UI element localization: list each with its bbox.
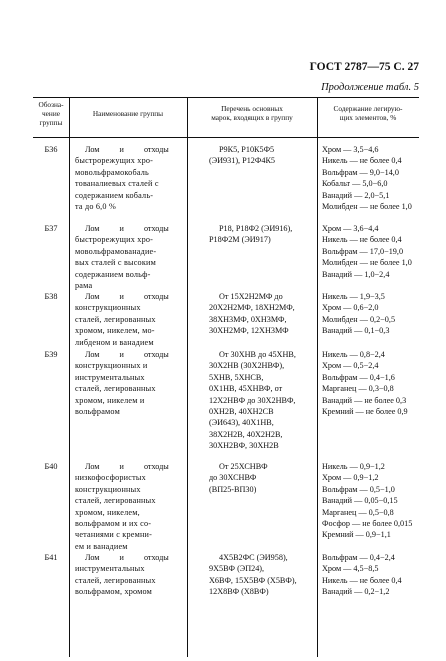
alloy-content-line: Молибден — не более 1,0 [322, 201, 412, 211]
alloy-content-line: Ванадий — 1,0−2,4 [322, 269, 390, 279]
group-name-line: быстрорежущих хро- [75, 156, 154, 166]
col-header-name-text: Наименование группы [92, 109, 164, 118]
group-name-line: Лом и отходы [85, 292, 169, 301]
grade-list-line: 30ХН2ВФ, 30ХН2В [209, 441, 279, 451]
group-code: Б36 [44, 145, 58, 154]
grade-list [209, 461, 311, 495]
table-continuation-label: Продолжение табл. 5 [321, 82, 419, 93]
alloy-content-line: Кобальт — 5,0−6,0 [322, 179, 388, 189]
group-name-line: конструкционных [75, 484, 141, 494]
alloy-content-line: Вольфрам — 0,4−1,6 [322, 372, 395, 382]
grade-list-line: 0ХН2В, 40ХН2СВ [209, 406, 274, 416]
group-name [75, 552, 181, 598]
group-name-line: Лом и отходы [85, 145, 169, 154]
group-name-line: рама [75, 280, 93, 290]
alloy-content-line: Ванадий — 0,05−0,15 [322, 496, 398, 506]
alloy-content-line: Никель — 0,9−1,2 [322, 462, 385, 471]
alloy-content-line: Хром — 0,5−2,4 [322, 361, 379, 371]
group-name-line: конструкционных и [75, 361, 148, 371]
grade-list [209, 291, 311, 337]
alloy-content-line: Марганец — 0,3−0,8 [322, 384, 394, 394]
alloy-content-line: Хром — 0,9−1,2 [322, 473, 379, 483]
grade-list [209, 552, 311, 598]
col-header-grades [187, 104, 317, 122]
alloy-content-line: Молибден — 0,2−0,5 [322, 314, 396, 324]
grade-list-line: От 15Х2Н2МФ до [219, 292, 283, 301]
alloy-content-line: Вольфрам — 0,4−2,4 [322, 553, 395, 562]
alloy-content-line: Ванадий — 0,2−1,2 [322, 587, 390, 597]
alloy-content-line: Молибден — не более 1,0 [322, 258, 412, 268]
grade-list [209, 144, 311, 167]
group-name-line: вольфрамом, хромом [75, 587, 153, 597]
group-name-line: низкофосфористых [75, 473, 146, 483]
group-name-line: четаниями с кремни- [75, 530, 153, 540]
col-header-code [33, 100, 69, 127]
group-name-line: мовольфрамокобаль [75, 167, 149, 177]
group-name-line: содержанием вольф- [75, 269, 151, 279]
col-rule-body-1 [69, 137, 70, 657]
group-code: Б41 [44, 553, 58, 562]
col-header-grades-text: Перечень основных марок, входящих в группу [211, 104, 293, 122]
grade-list-line: 4Х5В2ФС (ЭИ958), [219, 553, 288, 562]
grade-list-line: 9Х5ВФ (ЭП24), [209, 564, 265, 574]
alloy-content-line: Вольфрам — 0,5−1,0 [322, 484, 395, 494]
grade-list [209, 349, 311, 452]
group-name [75, 349, 181, 417]
grade-list-line: Х6ВФ, 15Х5ВФ (Х5ВФ), [209, 575, 297, 585]
grade-list-line: 20Х2Н2МФ, 18ХН2МФ, [209, 303, 295, 313]
alloy-content [322, 349, 420, 417]
group-name-line: хромом, никелем, мо- [75, 326, 155, 336]
group-name-line: Лом и отходы [85, 224, 169, 233]
grade-list-line: 0Х1НВ, 45ХНВФ, от [209, 384, 283, 394]
alloy-content-line: Вольфрам — 9,0−14,0 [322, 167, 399, 177]
group-name-line: сталей, легированных [75, 314, 156, 324]
col-header-code-text: Обозна- чение группы [38, 100, 64, 127]
group-name [75, 291, 181, 348]
grade-list-line: 5ХНВ, 5ХНСВ, [209, 372, 264, 382]
group-name-line: вольфрамом и их со- [75, 518, 152, 528]
group-name [75, 144, 181, 212]
group-name-line: тованалиевых сталей с [75, 179, 159, 189]
group-name-line: инструментальных [75, 564, 145, 574]
grade-list-line: (ВП25-ВП30) [209, 484, 257, 494]
alloy-content-line: Ванадий — не более 0,3 [322, 395, 407, 405]
table-header-rule [33, 137, 419, 138]
grade-list-line: 38ХН3МФ, 0ХН3МФ, [209, 314, 287, 324]
alloy-content-line: Ванадий — 0,1−0,3 [322, 326, 390, 336]
col-rule-body-2 [187, 137, 188, 657]
grade-list-line: 12Х2НВФ до 30Х2НВФ, [209, 395, 296, 405]
alloy-content-line: Хром — 3,5−4,6 [322, 145, 379, 154]
grade-list-line: 38Х2Н2В, 40Х2Н2В, [209, 429, 283, 439]
group-code: Б39 [44, 350, 58, 359]
grade-list-line: 30Х2НВ (30Х2НВФ), [209, 361, 285, 371]
table-top-rule [33, 97, 419, 98]
alloy-content-line: Вольфрам — 17,0−19,0 [322, 246, 404, 256]
group-code: Б38 [44, 292, 58, 301]
alloy-content-line: Хром — 4,5−8,5 [322, 564, 379, 574]
grade-list-line: (ЭИ931), Р12Ф4К5 [209, 156, 276, 166]
alloy-content-line: Ванадий — 2,0−5,1 [322, 190, 390, 200]
alloy-content-line: Фосфор — не более 0,015 [322, 518, 413, 528]
group-name-line: сталей, легированных [75, 575, 156, 585]
alloy-content [322, 291, 420, 337]
alloy-content [322, 461, 420, 541]
group-name [75, 223, 181, 291]
alloy-content-line: Никель — 1,9−3,5 [322, 292, 385, 301]
grade-list-line: Р18, Р18Ф2 (ЭИ916), [219, 224, 293, 233]
group-name-line: вольфрамом [75, 406, 120, 416]
group-name-line: Лом и отходы [85, 462, 169, 471]
alloy-content [322, 552, 420, 598]
alloy-content-line: Никель — не более 0,4 [322, 575, 402, 585]
group-name-line: сталей, легированных [75, 496, 156, 506]
group-name-line: сталей, легированных [75, 384, 156, 394]
page-header: ГОСТ 2787—75 С. 27 [309, 61, 419, 73]
grade-list [209, 223, 311, 246]
group-name-line: либденом и ванадием [75, 337, 154, 347]
grade-list-line: 30ХН2МФ, 12ХН3МФ [209, 326, 289, 336]
col-header-elements-text: Содержание легирую- щих элементов, % [333, 104, 403, 122]
col-header-name [69, 109, 187, 118]
alloy-content-line: Хром — 3,6−4,4 [322, 224, 379, 233]
grade-list-line: От 25ХСНВФ [219, 462, 268, 471]
alloy-content-line: Хром — 0,6−2,0 [322, 303, 379, 313]
grade-list-line: до 30ХСНВФ [209, 473, 257, 483]
group-name-line: содержанием кобаль- [75, 190, 154, 200]
alloy-content-line: Никель — 0,8−2,4 [322, 350, 385, 359]
alloy-content-line: Никель — не более 0,4 [322, 235, 402, 245]
group-code: Б37 [44, 224, 58, 233]
group-name-line: Лом и отходы [85, 553, 169, 562]
group-name-line: та до 6,0 % [75, 201, 116, 211]
group-name-line: инструментальных [75, 372, 145, 382]
alloy-content-line: Кремний — 0,9−1,1 [322, 530, 391, 540]
grade-list-line: (ЭИ643), 40Х1НВ, [209, 418, 274, 428]
group-name-line: мовольфрамованадие- [75, 246, 157, 256]
alloy-content [322, 144, 420, 212]
group-name-line: вых сталей с высоким [75, 258, 156, 268]
group-name-line: конструкционных [75, 303, 141, 313]
col-header-elements [317, 104, 419, 122]
alloy-content-line: Марганец — 0,5−0,8 [322, 507, 394, 517]
group-name-line: хромом, никелем, [75, 507, 140, 517]
grade-list-line: Р18Ф2М (ЭИ917) [209, 235, 271, 245]
group-name-line: хромом, никелем и [75, 395, 145, 405]
alloy-content-line: Кремний — не более 0,9 [322, 406, 408, 416]
group-name [75, 461, 181, 552]
group-code: Б40 [44, 462, 58, 471]
alloy-content-line: Никель — не более 0,4 [322, 156, 402, 166]
group-name-line: быстрорежущих хро- [75, 235, 154, 245]
group-name-line: ем и ванадием [75, 541, 128, 551]
grade-list-line: От 30ХНВ до 45ХНВ, [219, 350, 296, 359]
grade-list-line: 12Х8ВФ (Х8ВФ) [209, 587, 269, 597]
alloy-content [322, 223, 420, 280]
col-rule-body-3 [317, 137, 318, 657]
grade-list-line: Р9К5, Р10К5Ф5 [219, 145, 275, 154]
group-name-line: Лом и отходы [85, 350, 169, 359]
